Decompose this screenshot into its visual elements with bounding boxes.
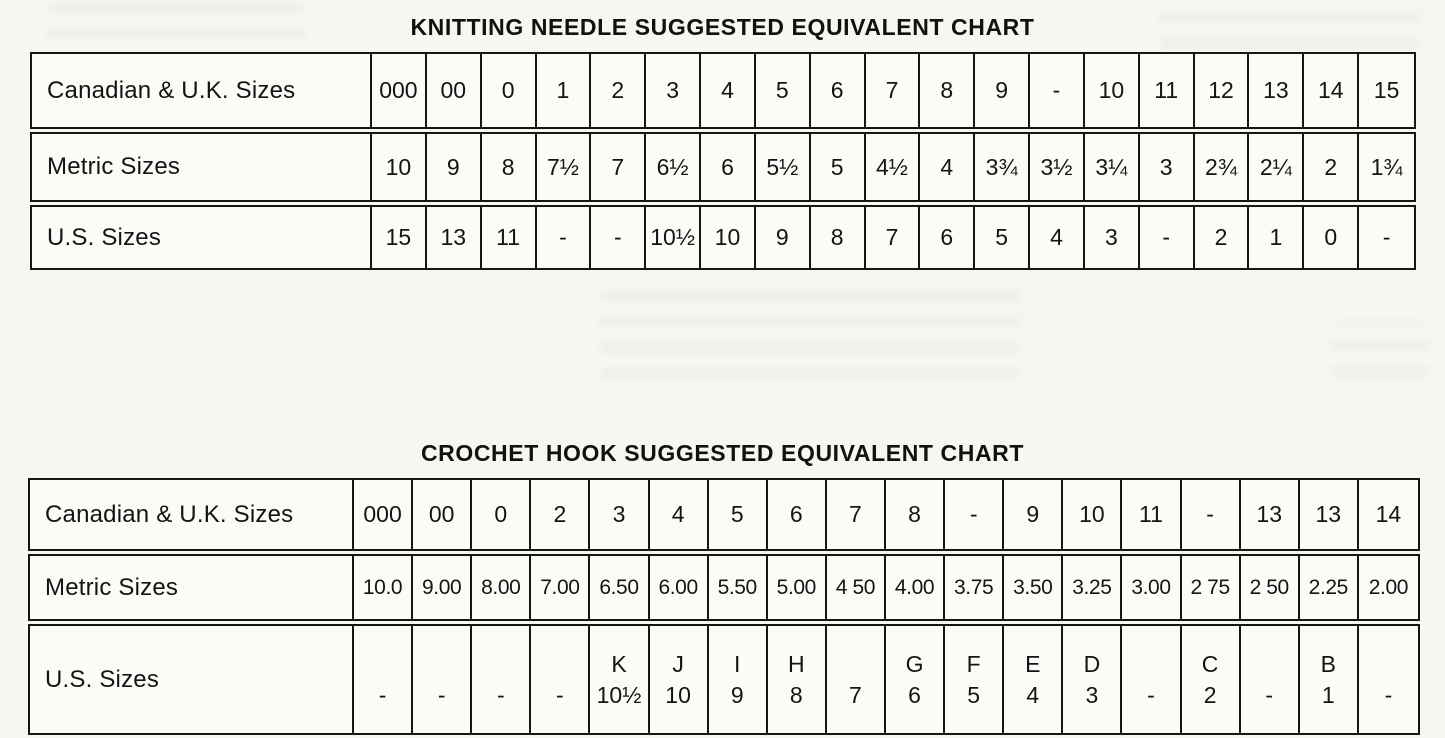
size-cell: 3½ [1030,134,1085,200]
size-cell [1063,626,1122,733]
size-cell: 3 [646,54,701,127]
size-cell: 3¼ [1085,134,1140,200]
row-label-canadian-uk: Canadian & U.K. Sizes [32,54,372,127]
size-cell: 2¾ [1195,134,1250,200]
size-cell: 3.25 [1063,556,1122,619]
size-cell: 8.00 [472,556,531,619]
us-letter-size: E [1025,651,1041,677]
us-number-size: 7 [849,682,862,708]
size-cell: 9 [975,54,1030,127]
crochet-row-metric [28,554,1420,621]
size-cell [768,626,827,733]
size-cell: 2 50 [1241,556,1300,619]
us-letter-size: K [611,651,627,677]
us-number-size: - [1265,682,1274,708]
size-cell: 4.00 [886,556,945,619]
size-cell: 3¾ [975,134,1030,200]
size-cell: - [591,207,646,268]
size-cell: 3 [590,480,649,549]
size-cell [945,626,1004,733]
row-label-metric: Metric Sizes [32,134,372,200]
size-cell: 10 [1085,54,1140,127]
size-cell: 4 [650,480,709,549]
size-cell: 5 [756,54,811,127]
size-cell: 7 [866,207,921,268]
size-cell: 3.75 [945,556,1004,619]
size-cell: 15 [1373,77,1400,103]
size-cell: 3 [1140,134,1195,200]
size-cell: 13 [1300,480,1359,549]
size-cell [1300,626,1359,733]
us-number-size: 1 [1321,682,1335,708]
us-number-size: 2 [1203,682,1217,708]
size-cell: 2.25 [1300,556,1359,619]
size-cell: - [1182,480,1241,549]
size-cell: 11 [1122,480,1181,549]
size-cell: 6 [920,207,975,268]
size-cell: 2.00 [1368,575,1409,599]
size-cell: 5.50 [709,556,768,619]
size-cell: 10 [701,207,756,268]
knitting-row-us [30,205,1416,270]
us-letter-size: J [672,651,684,677]
size-cell: 6.50 [590,556,649,619]
size-cell: 5 [811,134,866,200]
size-cell: 10.0 [354,556,413,619]
size-cell: 2¼ [1249,134,1304,200]
crochet-row-us [28,624,1420,735]
size-cell: 13 [1241,480,1300,549]
crochet-row-canadian-uk [28,478,1420,551]
size-cell: 7½ [537,134,592,200]
size-cell: 0 [472,480,531,549]
size-cell [472,626,531,733]
us-letter-size: B [1320,651,1336,677]
size-cell: 7.00 [531,556,590,619]
size-cell: 1¾ [1370,153,1403,180]
knitting-canadian-uk-cells [372,54,1414,127]
size-cell: 10 [372,134,427,200]
size-cell: 8 [920,54,975,127]
size-cell: 15 [372,207,427,268]
size-cell: 9 [427,134,482,200]
size-cell: 4½ [866,134,921,200]
us-number-size: - [437,682,446,708]
size-cell: 7 [591,134,646,200]
size-cell: - [537,207,592,268]
knitting-chart-title: KNITTING NEEDLE SUGGESTED EQUIVALENT CHART [410,14,1035,40]
size-cell: 13 [1249,54,1304,127]
us-number-size: 5 [967,682,981,708]
size-cell: 00 [427,54,482,127]
size-cell: 4 [701,54,756,127]
us-number-size: 3 [1085,682,1099,708]
us-number-size: - [556,682,564,708]
size-cell: 2 75 [1182,556,1241,619]
size-cell: 8 [482,134,537,200]
knitting-row-metric [30,132,1416,202]
size-cell: 4 [1030,207,1085,268]
knitting-row-canadian-uk [30,52,1416,129]
size-cell: 9 [756,207,811,268]
size-cell: 12 [1195,54,1250,127]
size-cell: 13 [427,207,482,268]
size-cell: 00 [413,480,472,549]
size-cell: 0 [482,54,537,127]
us-number-size: - [378,682,387,708]
size-cell: 000 [354,480,413,549]
size-cell: 5 [975,207,1030,268]
size-cell: 4 50 [827,556,886,619]
size-cell: 6 [768,480,827,549]
size-cell: 8 [811,207,866,268]
size-cell: 0 [1304,207,1359,268]
row-label-us: U.S. Sizes [30,626,354,733]
crochet-us-cells [354,626,1418,733]
size-cell: 7 [866,54,921,127]
size-cell: 9 [1004,480,1063,549]
size-cell: 10 [1063,480,1122,549]
size-cell: 6½ [646,134,701,200]
size-cell: 8 [886,480,945,549]
size-cell: 2 [1195,207,1250,268]
size-cell: 9.00 [413,556,472,619]
us-letter-size: C [1201,651,1219,677]
size-cell: 000 [372,54,427,127]
size-cell: 3 [1085,207,1140,268]
size-cell: - [945,480,1004,549]
crochet-chart-title: CROCHET HOOK SUGGESTED EQUIVALENT CHART [420,440,1025,466]
size-cell: 11 [482,207,537,268]
size-cell: - [1382,224,1391,250]
row-label-metric: Metric Sizes [30,556,354,619]
size-cell: 2 [531,480,590,549]
us-letter-size: D [1083,651,1101,677]
size-cell [590,626,649,733]
size-cell [1004,626,1063,733]
size-cell: 11 [1140,54,1195,127]
size-cell [413,626,472,733]
us-number-size: 10½ [596,682,642,708]
size-cell: 10½ [646,207,701,268]
scan-bleed-artifact [600,288,1020,378]
size-cell: - [1030,54,1085,127]
size-cell: 3.50 [1004,556,1063,619]
size-cell: 2 [1304,134,1359,200]
size-cell [1359,626,1418,733]
size-cell: 6.00 [650,556,709,619]
knitting-us-cells [372,207,1414,268]
size-cell [354,626,413,733]
size-cell [709,626,768,733]
us-letter-size: G [905,651,924,677]
us-number-size: - [1384,682,1393,708]
row-label-us: U.S. Sizes [32,207,372,268]
size-cell [650,626,709,733]
size-cell [1241,626,1300,733]
size-cell: 3.00 [1122,556,1181,619]
knitting-chart-table [30,52,1416,270]
size-cell: 4 [920,134,975,200]
size-cell: 5 [709,480,768,549]
size-cell: 1 [1249,207,1304,268]
size-cell [1182,626,1241,733]
size-cell [1122,626,1181,733]
size-cell: 6 [811,54,866,127]
us-letter-size: F [966,651,981,677]
us-number-size: 4 [1026,682,1040,708]
size-cell: 7 [827,480,886,549]
size-cell: 5.00 [768,556,827,619]
us-letter-size: I [734,651,741,677]
row-label-canadian-uk: Canadian & U.K. Sizes [30,480,354,549]
size-cell: 5½ [756,134,811,200]
us-number-size: 9 [730,682,744,708]
size-cell: 1 [537,54,592,127]
us-number-size: - [1147,682,1155,708]
scan-bleed-artifact [1330,320,1430,376]
us-number-size: - [496,682,505,708]
knitting-metric-cells [372,134,1414,200]
size-cell [531,626,590,733]
us-letter-size: H [788,651,805,677]
size-cell: 2 [591,54,646,127]
us-number-size: 10 [665,682,691,708]
size-cell [827,626,886,733]
crochet-metric-cells [354,556,1418,619]
crochet-canadian-uk-cells [354,480,1418,549]
crochet-chart-table [28,478,1420,735]
us-number-size: 6 [908,682,921,708]
size-cell: 14 [1375,501,1402,527]
size-cell: 14 [1304,54,1359,127]
size-cell [886,626,945,733]
size-cell: - [1140,207,1195,268]
size-cell: 6 [701,134,756,200]
us-number-size: 8 [789,682,803,708]
